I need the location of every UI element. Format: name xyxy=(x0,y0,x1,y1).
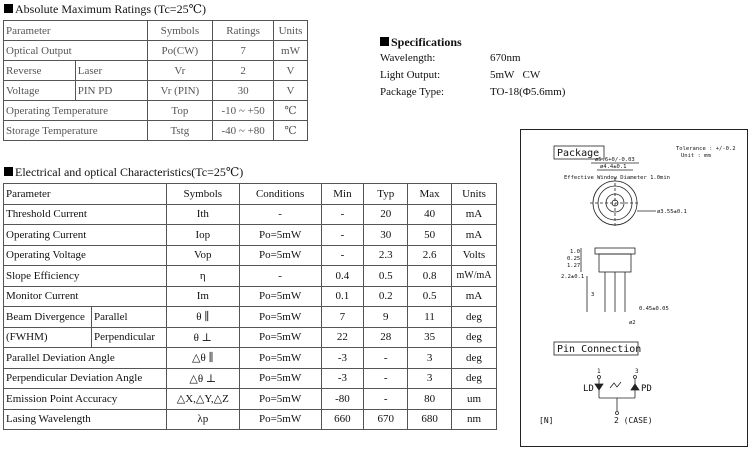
cell-param: Threshold Current xyxy=(4,204,167,225)
pin3-dot xyxy=(634,376,637,379)
header-conditions: Conditions xyxy=(239,184,321,205)
cell-max: 3 xyxy=(408,368,452,389)
spec-label: Package Type: xyxy=(380,86,445,98)
cell-min: - xyxy=(321,225,364,246)
cell-symbol: Top xyxy=(147,101,213,121)
cell-unit: deg xyxy=(452,307,497,328)
tolerance-note: Tolerance : +/-0.2 xyxy=(676,146,736,152)
cell-unit: V xyxy=(274,61,308,81)
table-row xyxy=(4,245,497,266)
electrical-optical-table xyxy=(3,183,497,430)
cell-max: 50 xyxy=(408,225,452,246)
table-header-row xyxy=(4,21,308,41)
dim-h4: 2.2±0.1 xyxy=(561,274,585,280)
cell-voltage-label: Voltage xyxy=(4,81,76,101)
cell-max: 40 xyxy=(408,204,452,225)
cell-max: 35 xyxy=(408,327,452,348)
cell-typ: 670 xyxy=(364,409,408,430)
pin-connection-label: Pin Connection xyxy=(557,344,642,355)
cell-param: Operating Temperature xyxy=(4,101,148,121)
table-header-row xyxy=(4,184,497,205)
pd-label: PD xyxy=(641,384,652,394)
dim-d3: ø3.55±0.1 xyxy=(657,209,687,215)
cell-typ: 2.3 xyxy=(364,245,408,266)
cell-unit: mW xyxy=(274,41,308,61)
cell-symbol: Im xyxy=(166,286,239,307)
cell-symbol: η xyxy=(166,266,239,287)
dim-h2: 0.25 xyxy=(567,256,581,262)
cell-symbol: Vr xyxy=(147,61,213,81)
cell-typ: - xyxy=(364,368,408,389)
cell-max: 0.5 xyxy=(408,286,452,307)
cell-beam-label: Beam Divergence xyxy=(4,307,92,328)
cell-reverse-label: Reverse xyxy=(4,61,76,81)
cell-param: Slope Efficiency xyxy=(4,266,167,287)
cell-unit: deg xyxy=(452,327,497,348)
table-row xyxy=(4,41,308,61)
cell-condition: Po=5mW xyxy=(239,389,321,410)
eo-title: Electrical and optical Characteristics(Tc=25℃) xyxy=(4,165,243,179)
table-row xyxy=(4,225,497,246)
header-symbols: Symbols xyxy=(147,21,213,41)
cell-min: -3 xyxy=(321,348,364,369)
table-row xyxy=(4,368,497,389)
cell-condition: Po=5mW xyxy=(239,348,321,369)
ld-diode-icon xyxy=(595,384,603,390)
cell-symbol: θ ∥ xyxy=(166,307,239,328)
spec-row-package xyxy=(380,84,600,101)
cell-max: 2.6 xyxy=(408,245,452,266)
spec-title: Specifications xyxy=(380,35,462,49)
cell-param: Perpendicular xyxy=(91,327,166,348)
cell-min: 0.4 xyxy=(321,266,364,287)
cell-param: Optical Output xyxy=(4,41,148,61)
cell-min: 7 xyxy=(321,307,364,328)
table-row xyxy=(4,327,497,348)
cell-condition: - xyxy=(239,266,321,287)
cell-symbol: Vop xyxy=(166,245,239,266)
cell-param: Parallel xyxy=(91,307,166,328)
header-symbols: Symbols xyxy=(166,184,239,205)
cell-symbol: Ith xyxy=(166,204,239,225)
cell-typ: 30 xyxy=(364,225,408,246)
cell-unit: ℃ xyxy=(274,121,308,141)
cell-symbol: △θ ⊥ xyxy=(166,368,239,389)
unit-note: Unit : mm xyxy=(681,153,711,159)
spec-label: Wavelength: xyxy=(380,52,436,64)
window-note: Effective Window Diameter 1.0min xyxy=(564,175,670,181)
square-bullet-icon xyxy=(4,4,13,13)
cell-param: Parallel Deviation Angle xyxy=(4,348,167,369)
cell-param: Operating Current xyxy=(4,225,167,246)
header-ratings: Ratings xyxy=(213,21,274,41)
cell-symbol: Iop xyxy=(166,225,239,246)
cell-unit: deg xyxy=(452,368,497,389)
cell-rating: -10 ~ +50 xyxy=(213,101,274,121)
cell-unit: deg xyxy=(452,348,497,369)
cell-condition: Po=5mW xyxy=(239,409,321,430)
table-row xyxy=(4,81,308,101)
cell-condition: Po=5mW xyxy=(239,225,321,246)
cell-param: Monitor Current xyxy=(4,286,167,307)
table-row xyxy=(4,121,308,141)
cell-symbol: △X,△Y,△Z xyxy=(166,389,239,410)
pin1-label: 1 xyxy=(597,368,601,375)
dim-pcd: ø2 xyxy=(629,320,636,326)
cell-min: 22 xyxy=(321,327,364,348)
can-body xyxy=(599,254,631,272)
cell-typ: 28 xyxy=(364,327,408,348)
cell-typ: 20 xyxy=(364,204,408,225)
table-row xyxy=(4,409,497,430)
cell-rating: 30 xyxy=(213,81,274,101)
cell-min: - xyxy=(321,245,364,266)
cell-condition: Po=5mW xyxy=(239,368,321,389)
square-bullet-icon xyxy=(4,167,13,176)
table-row xyxy=(4,101,308,121)
cell-condition: Po=5mW xyxy=(239,327,321,348)
spec-row-output xyxy=(380,67,600,84)
cell-condition: Po=5mW xyxy=(239,245,321,266)
cell-symbol: Tstg xyxy=(147,121,213,141)
dim-pins: 0.45±0.05 xyxy=(639,306,669,312)
cell-typ: 0.5 xyxy=(364,266,408,287)
cell-typ: - xyxy=(364,348,408,369)
pin3-label: 3 xyxy=(635,368,639,375)
cell-unit: mA xyxy=(452,225,497,246)
pd-diode-icon xyxy=(631,384,639,390)
cell-max: 11 xyxy=(408,307,452,328)
package-label: Package xyxy=(557,148,600,159)
cell-param: Laser xyxy=(75,61,147,81)
spec-value: 670nm xyxy=(490,52,521,64)
cell-condition: Po=5mW xyxy=(239,286,321,307)
ld-label: LD xyxy=(583,384,594,394)
cell-symbol: Po(CW) xyxy=(147,41,213,61)
cell-unit: mA xyxy=(452,204,497,225)
absolute-ratings-table xyxy=(3,20,308,141)
table-row xyxy=(4,266,497,287)
abs-title: Absolute Maximum Ratings (Tc=25℃) xyxy=(4,2,206,16)
cell-param: Storage Temperature xyxy=(4,121,148,141)
specifications-block xyxy=(380,50,600,102)
cell-typ: - xyxy=(364,389,408,410)
cell-unit: um xyxy=(452,389,497,410)
table-row xyxy=(4,61,308,81)
cell-min: -3 xyxy=(321,368,364,389)
cell-beam-label: (FWHM) xyxy=(4,327,92,348)
header-min: Min xyxy=(321,184,364,205)
spec-value: TO-18(Φ5.6mm) xyxy=(490,86,566,98)
pin2-dot xyxy=(616,412,619,415)
table-row xyxy=(4,204,497,225)
pin1-dot xyxy=(598,376,601,379)
cell-unit: mA xyxy=(452,286,497,307)
cell-max: 0.8 xyxy=(408,266,452,287)
table-row xyxy=(4,348,497,369)
header-parameter: Parameter xyxy=(4,184,167,205)
dim-d2: ø4.4±0.1 xyxy=(600,164,627,170)
spec-label: Light Output: xyxy=(380,69,441,81)
dim-d1: ø5.6+0/-0.03 xyxy=(595,157,635,163)
square-bullet-icon xyxy=(380,37,389,46)
cell-rating: 2 xyxy=(213,61,274,81)
spec-value: 5mW CW xyxy=(490,69,541,81)
cell-symbol: △θ ∥ xyxy=(166,348,239,369)
cell-condition: - xyxy=(239,204,321,225)
cell-unit: V xyxy=(274,81,308,101)
cell-unit: mW/mA xyxy=(452,266,497,287)
cell-min: 660 xyxy=(321,409,364,430)
can-flange xyxy=(595,248,635,254)
cell-min: - xyxy=(321,204,364,225)
header-parameter: Parameter xyxy=(4,21,148,41)
table-row xyxy=(4,389,497,410)
cell-param: Emission Point Accuracy xyxy=(4,389,167,410)
cell-condition: Po=5mW xyxy=(239,307,321,328)
spec-row-wavelength xyxy=(380,50,600,67)
light-arrow-icon xyxy=(610,382,621,388)
header-units: Units xyxy=(452,184,497,205)
cell-rating: -40 ~ +80 xyxy=(213,121,274,141)
header-max: Max xyxy=(408,184,452,205)
cell-param: Perpendicular Deviation Angle xyxy=(4,368,167,389)
cell-min: 0.1 xyxy=(321,286,364,307)
dim-lead: 3 xyxy=(591,292,595,298)
cell-min: -80 xyxy=(321,389,364,410)
n-label: [N] xyxy=(539,416,554,425)
cell-max: 3 xyxy=(408,348,452,369)
cell-max: 680 xyxy=(408,409,452,430)
cell-symbol: Vr (PIN) xyxy=(147,81,213,101)
pin2-label: 2 (CASE) xyxy=(614,416,653,425)
cell-param: PIN PD xyxy=(75,81,147,101)
cell-symbol: θ ⊥ xyxy=(166,327,239,348)
cell-typ: 0.2 xyxy=(364,286,408,307)
header-units: Units xyxy=(274,21,308,41)
cell-unit: ℃ xyxy=(274,101,308,121)
dim-h3: 1.27 xyxy=(567,263,581,269)
cell-unit: nm xyxy=(452,409,497,430)
package-drawing xyxy=(520,129,748,447)
cell-unit: Volts xyxy=(452,245,497,266)
cell-max: 80 xyxy=(408,389,452,410)
cell-rating: 7 xyxy=(213,41,274,61)
table-row xyxy=(4,286,497,307)
header-typ: Typ xyxy=(364,184,408,205)
table-row xyxy=(4,307,497,328)
package-drawing-svg xyxy=(521,130,747,446)
cell-symbol: λp xyxy=(166,409,239,430)
dim-h1: 1.0 xyxy=(570,249,580,255)
cell-param: Operating Voltage xyxy=(4,245,167,266)
cell-param: Lasing Wavelength xyxy=(4,409,167,430)
cell-typ: 9 xyxy=(364,307,408,328)
